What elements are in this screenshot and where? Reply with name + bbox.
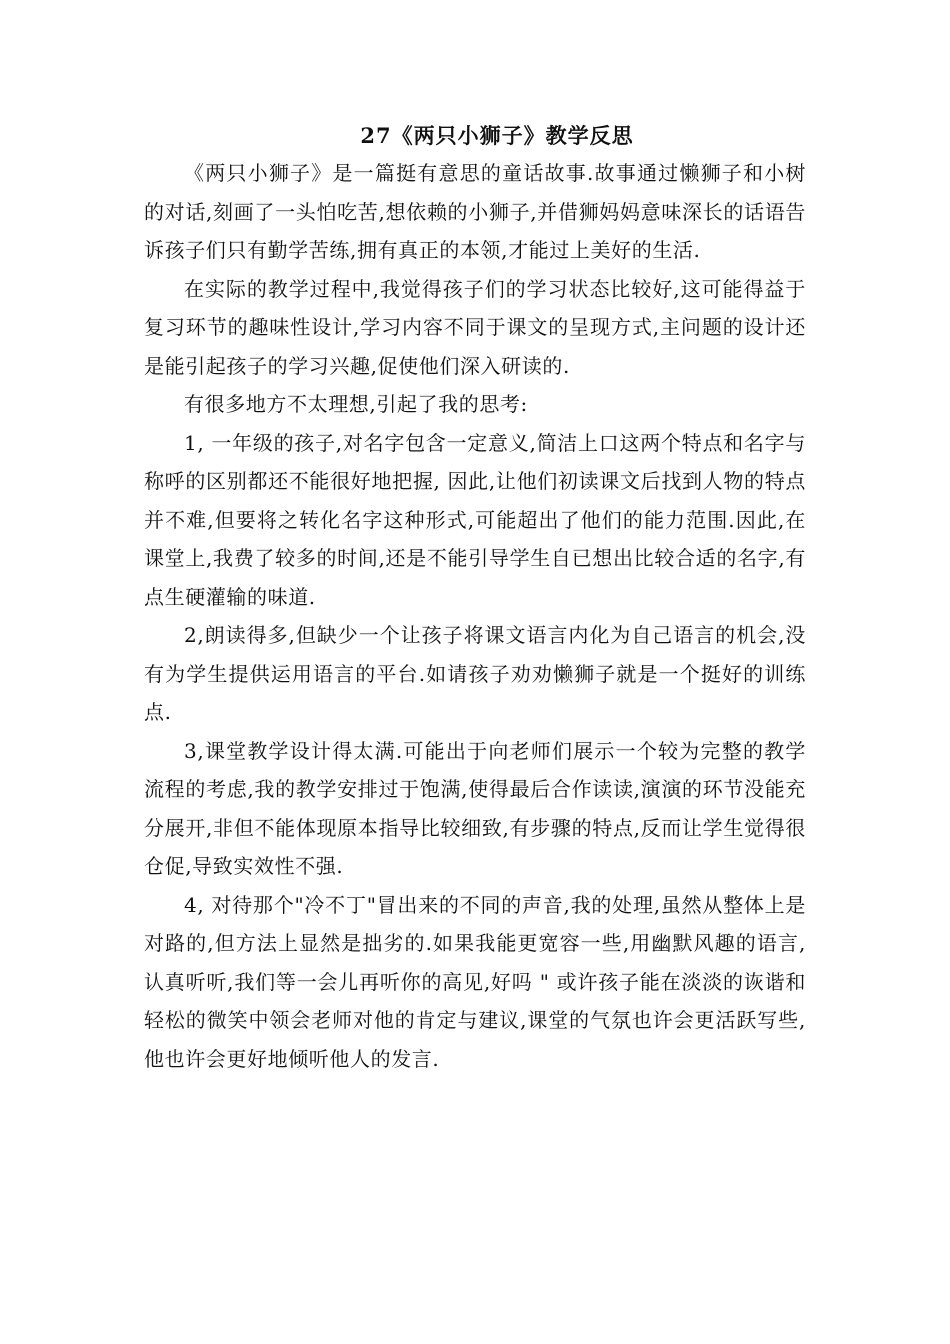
paragraph-intro: 《两只小狮子》是一篇挺有意思的童话故事.故事通过懒狮子和小树的对话,刻画了一头怕吃苦,想依赖的小狮子,并借狮妈妈意味深长的话语告诉孩子们只有勤学苦练,拥有真正的本领,才能过上美好的生活.: [144, 161, 806, 262]
paragraph-point-4: 4, 对待那个"冷不丁"冒出来的不同的声音,我的处理,虽然从整体上是对路的,但方法上显然是拙劣的.如果我能更宽容一些,用幽默风趣的语言,认真听听,我们等一会儿再听你的高见,好吗 " 或许孩子能在淡淡的诙谐和轻松的微笑中领会老师对他的肯定与建议,课堂的气氛也许会更活跃写些,他也许会更好地倾听他人的发言.: [144, 892, 806, 1071]
paragraph-point-3: 3,课堂教学设计得太满.可能出于向老师们展示一个较为完整的教学流程的考虑,我的教学安排过于饱满,使得最后合作读读,演演的环节没能充分展开,非但不能体现原本指导比较细致,有步骤的特点,反而让学生觉得很仓促,导致实效性不强.: [144, 738, 806, 878]
paragraph-teaching-process: 在实际的教学过程中,我觉得孩子们的学习状态比较好,这可能得益于复习环节的趣味性设计,学习内容不同于课文的呈现方式,主问题的设计还是能引起孩子的学习兴趣,促使他们深入研读的.: [144, 276, 806, 378]
paragraph-point-2: 2,朗读得多,但缺少一个让孩子将课文语言内化为自己语言的机会,没有为学生提供运用语言的平台.如请孩子劝劝懒狮子就是一个挺好的训练点.: [144, 623, 806, 724]
document-page: [144, 118, 806, 1078]
document-title: 27《两只小狮子》教学反思: [360, 123, 634, 148]
paragraph-reflection-lead: 有很多地方不太理想,引起了我的思考:: [184, 392, 528, 416]
paragraph-point-1: 1, 一年级的孩子,对名字包含一定意义,简洁上口这两个特点和名字与称呼的区别都还不能很好地把握, 因此,让他们初读课文后找到人物的特点并不难,但要将之转化名字这种形式,可能超出了他们的能力范围.因此,在课堂上,我费了较多的时间,还是不能引导学生自已想出比较合适的名字,有点生硬灌输的味道.: [144, 430, 806, 609]
